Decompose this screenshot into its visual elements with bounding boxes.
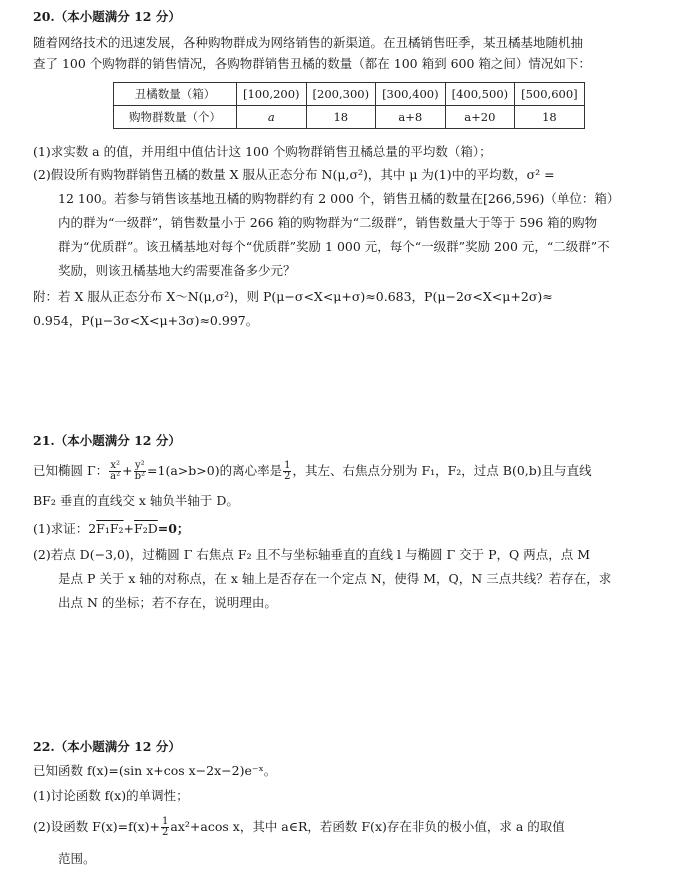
- q20-part2-line3: 内的群为“一级群”，销售数量小于 266 箱的购物群为“二级群”，销售数量大于等于 596 箱的购物: [58, 215, 598, 230]
- q21-title: 21.（本小题满分 12 分）: [33, 433, 181, 448]
- vector-f2d: F₂D: [134, 521, 158, 536]
- table-cell: [300,400): [376, 83, 446, 106]
- table-row-label: 购物群数量（个）: [114, 106, 237, 129]
- frac-numerator: y²: [135, 460, 145, 471]
- q20-part2-line4: 群为“优质群”。该丑橘基地对每个“优质群”奖励 1 000 元，每个“一级群”奖励 200 元，“二级群”不: [58, 239, 610, 254]
- q20-data-table: [113, 82, 585, 129]
- q21-line1: [33, 458, 592, 484]
- q20-note-line1: 附：若 X 服从正态分布 X～N(μ,σ²)，则 P(μ−σ<X<μ+σ)≈0.683，P(μ−2σ<X<μ+2σ)≈: [33, 289, 553, 304]
- q20-note-line2: 0.954，P(μ−3σ<X<μ+3σ)≈0.997。: [33, 313, 259, 328]
- q20-title: 20.（本小题满分 12 分）: [33, 9, 181, 24]
- q21-part2-line2: 是点 P 关于 x 轴的对称点，在 x 轴上是否存在一个定点 N，使得 M，Q，N 三点共线？若存在，求: [58, 571, 612, 586]
- q21-line1-mid: =1(a>b>0)的离心率是: [147, 463, 283, 478]
- table-cell: 18: [515, 106, 585, 129]
- q22-part2-lead: (2)设函数 F(x)=f(x)+: [33, 819, 161, 834]
- q20-part2-line5: 奖励，则该丑橘基地大约需要准备多少元？: [58, 263, 296, 278]
- table-row: [114, 83, 585, 106]
- q21-line1-lead: 已知椭圆 Γ：: [33, 463, 109, 478]
- plus-sign: +: [122, 463, 133, 478]
- table-cell: 18: [306, 106, 376, 129]
- q22-part2-line1: [33, 814, 565, 840]
- ellipse-x-term: [109, 461, 121, 482]
- plus-sign: +: [123, 521, 135, 536]
- q22-line1: 已知函数 f(x)=(sin x+cos x−2x−2)e⁻ˣ。: [33, 763, 277, 778]
- table-row-label: 丑橘数量（箱）: [114, 83, 237, 106]
- frac-denominator: b²: [134, 471, 146, 482]
- q20-part2-line2: 12 100。若参与销售该基地丑橘的购物群约有 2 000 个，销售丑橘的数量在[266,596)（单位：箱）: [58, 191, 620, 206]
- table-cell: [200,300): [306, 83, 376, 106]
- q20-intro-line2: 查了 100 个购物群的销售情况，各购物群销售丑橘的数量（都在 100 箱到 600 箱之间）情况如下：: [33, 56, 591, 71]
- q20-part1: (1)求实数 a 的值，并用组中值估计这 100 个购物群销售丑橘总量的平均数（箱）；: [33, 144, 492, 159]
- q21-part1-end: =0；: [157, 521, 190, 536]
- q21-line1-tail: ，其左、右焦点分别为 F₁，F₂，过点 B(0,b)且与直线: [292, 463, 592, 478]
- half-fraction: [161, 817, 169, 838]
- table-cell: a: [237, 106, 307, 129]
- eccentricity-fraction: [283, 461, 291, 482]
- table-cell: [400,500): [445, 83, 515, 106]
- q20-part2-line1: (2)假设所有购物群销售丑橘的数量 X 服从正态分布 N(μ,σ²)，其中 μ 为(1)中的平均数，σ² =: [33, 167, 555, 182]
- q21-part1-lead: (1)求证：2: [33, 521, 97, 536]
- q22-title: 22.（本小题满分 12 分）: [33, 739, 181, 754]
- table-cell: a+8: [376, 106, 446, 129]
- frac-denominator: 2: [284, 471, 291, 482]
- q21-part2-line3: 出点 N 的坐标；若不存在，说明理由。: [58, 595, 277, 610]
- table-row: [114, 106, 585, 129]
- frac-denominator: a²: [110, 471, 121, 482]
- table-cell: [500,600]: [515, 83, 585, 106]
- frac-denominator: 2: [162, 827, 169, 838]
- q22-part2-tail: ax²+acos x，其中 a∈R，若函数 F(x)存在非负的极小值，求 a 的取值: [170, 819, 565, 834]
- q22-part2-line2: 范围。: [58, 851, 96, 866]
- table-cell: a+20: [445, 106, 515, 129]
- q21-line2: BF₂ 垂直的直线交 x 轴负半轴于 D。: [33, 493, 239, 508]
- q21-part2-line1: (2)若点 D(−3,0)，过椭圆 Γ 右焦点 F₂ 且不与坐标轴垂直的直线 l 与椭圆 Γ 交于 P，Q 两点，点 M: [33, 547, 591, 562]
- frac-numerator: x²: [110, 460, 120, 471]
- q21-part1: [33, 520, 189, 538]
- table-cell: [100,200): [237, 83, 307, 106]
- vector-f1f2: F₁F₂: [96, 521, 124, 536]
- q20-intro-line1: 随着网络技术的迅速发展，各种购物群成为网络销售的新渠道。在丑橘销售旺季，某丑橘基地随机抽: [33, 35, 584, 50]
- frac-numerator: 1: [284, 460, 291, 471]
- q22-part1: (1)讨论函数 f(x)的单调性；: [33, 788, 189, 803]
- ellipse-y-term: [134, 461, 146, 482]
- frac-numerator: 1: [162, 816, 169, 827]
